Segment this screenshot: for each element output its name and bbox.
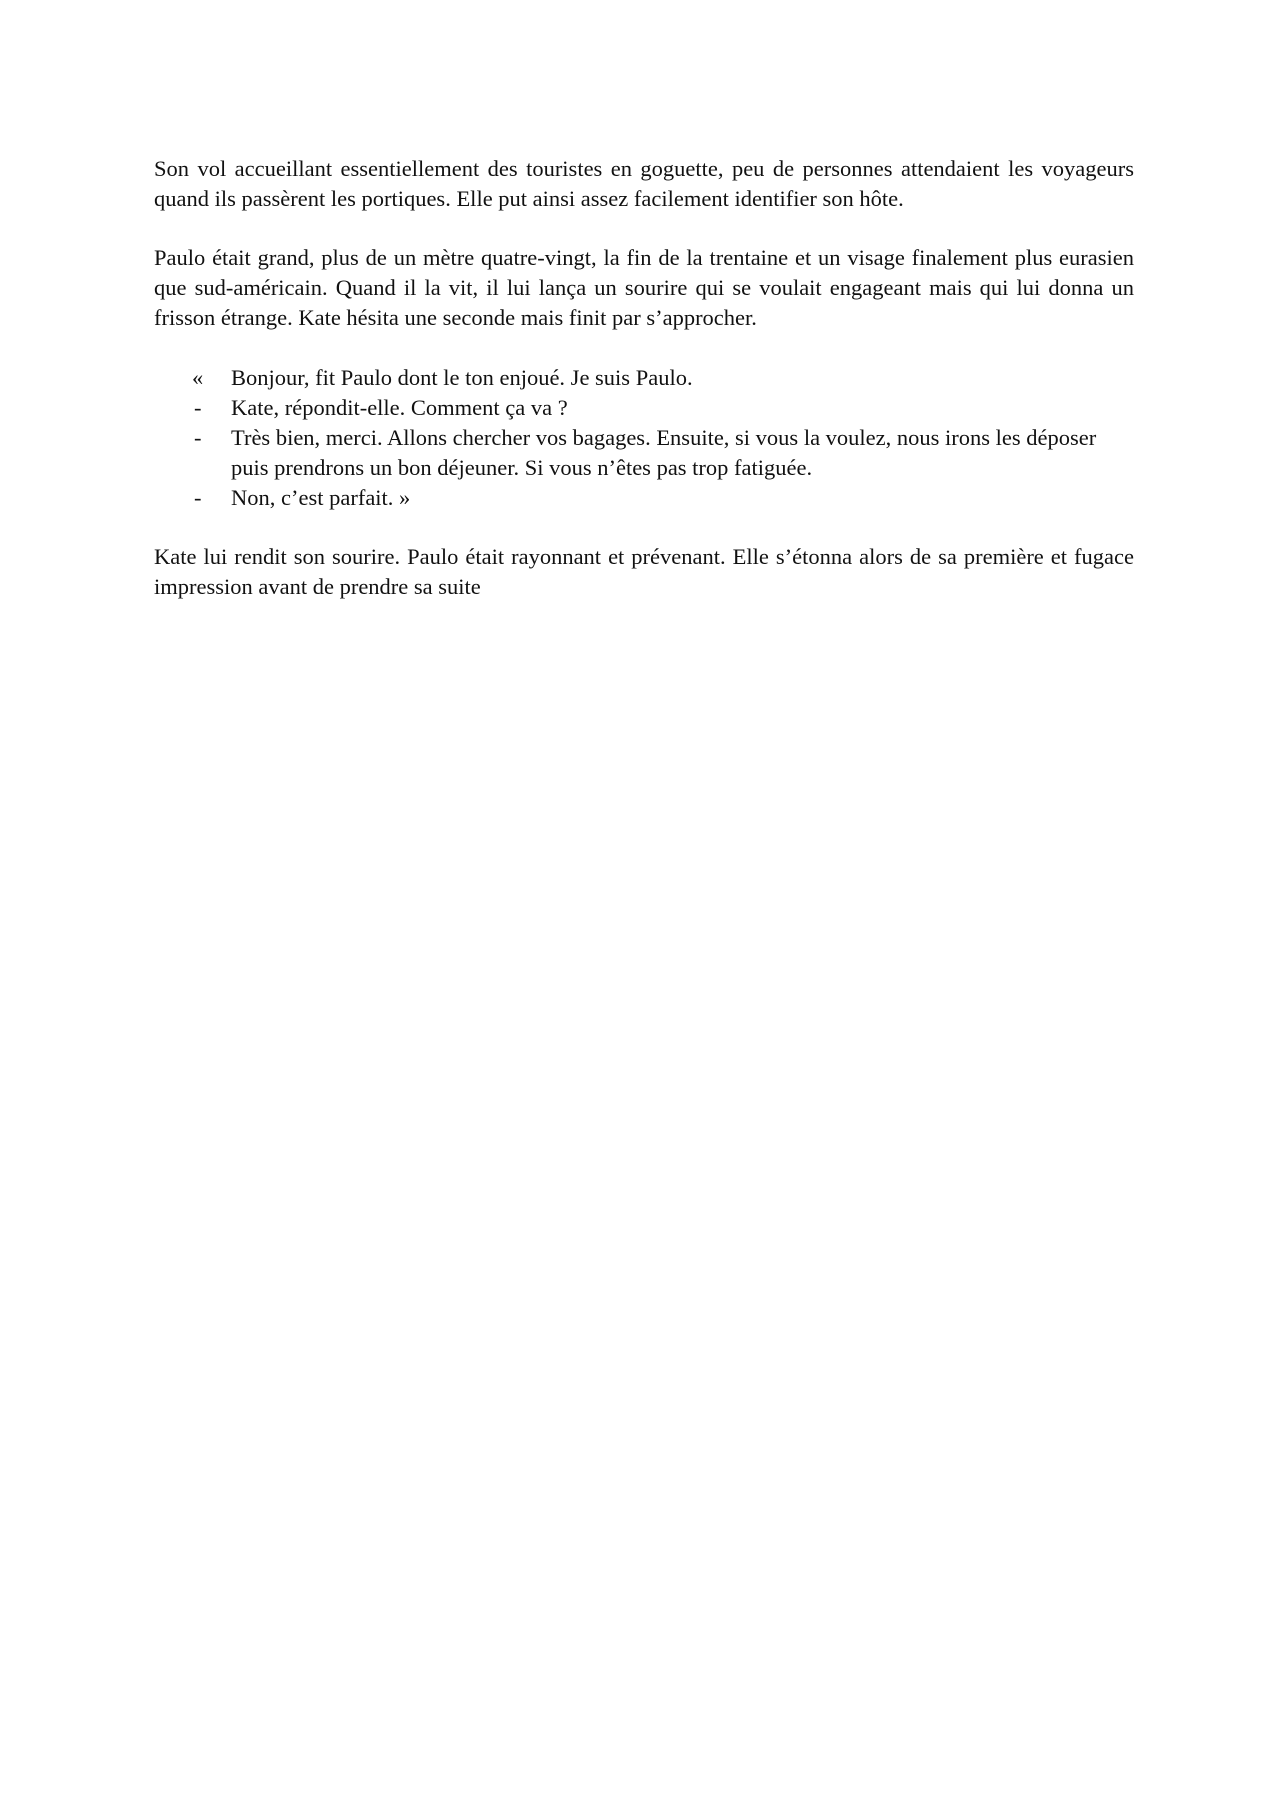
dialogue-marker: « (192, 365, 204, 390)
dialogue-line (154, 393, 1134, 423)
dialogue-list (154, 363, 1134, 513)
dialogue-line (154, 363, 1134, 393)
paragraph-conclusion: Kate lui rendit son sourire. Paulo était rayonnant et prévenant. Elle s’étonna alors de sa première et fugace impression avant de prendre sa suite (154, 544, 1134, 599)
dialogue-text: Très bien, merci. Allons chercher vos bagages. Ensuite, si vous la voulez, nous irons les déposer puis prendrons un bon déjeuner. Si vous n’êtes pas trop fatiguée. (231, 425, 1097, 480)
dialogue-line (154, 423, 1134, 483)
dialogue-marker: - (194, 395, 202, 420)
dialogue-marker: - (194, 425, 202, 450)
dialogue-text: Kate, répondit-elle. Comment ça va ? (231, 395, 568, 420)
paragraph-paulo-description: Paulo était grand, plus de un mètre quatre-vingt, la fin de la trentaine et un visage finalement plus eurasien que sud-américain. Quand il la vit, il lui lança un sourire qui se voulait engageant mais qui lui donna un frisson étrange. Kate hésita une seconde mais finit par s’approcher. (154, 245, 1134, 330)
dialogue-text: Non, c’est parfait. » (231, 485, 411, 510)
dialogue-marker: - (194, 485, 202, 510)
dialogue-line (154, 483, 1134, 513)
paragraph-arrival: Son vol accueillant essentiellement des touristes en goguette, peu de personnes attendaient les voyageurs quand ils passèrent les portiques. Elle put ainsi assez facilement identifier son hôte. (154, 156, 1134, 211)
dialogue-text: Bonjour, fit Paulo dont le ton enjoué. Je suis Paulo. (231, 365, 693, 390)
